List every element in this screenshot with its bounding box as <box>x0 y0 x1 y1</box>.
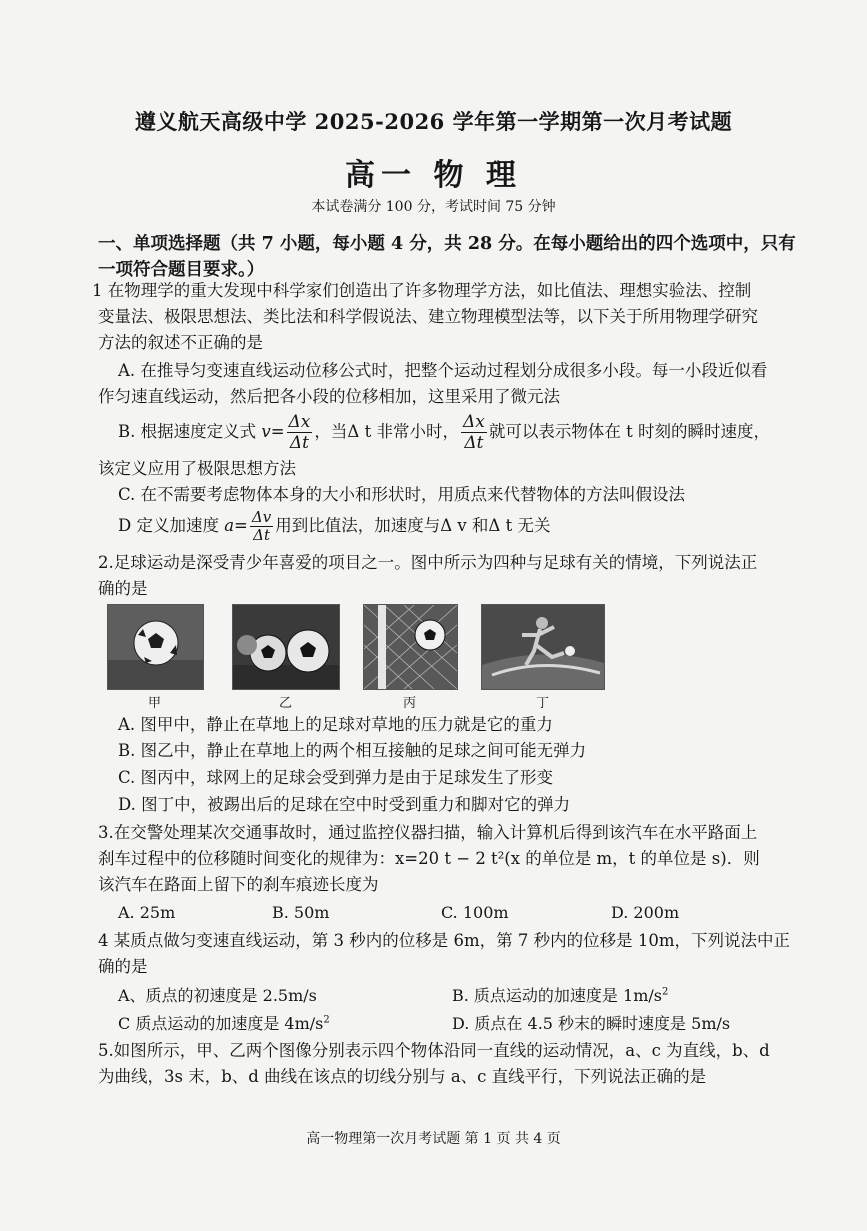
caption-jia: 甲 <box>147 696 161 711</box>
fraction-denominator: Δt <box>253 526 270 544</box>
photo-bing-ball-in-net <box>363 604 458 690</box>
section-heading-line1: 一、单项选择题（共 7 小题，每小题 4 分，共 28 分。在每小题给出的四个选项中，只有 <box>98 234 796 254</box>
q3-option-d: D. 200m <box>611 903 680 922</box>
q4-option-d: D. 质点在 4.5 秒末的瞬时速度是 5m/s <box>452 1014 731 1033</box>
q1-option-b-prefix: B. 根据速度定义式 <box>118 422 262 441</box>
two-soccer-balls-icon <box>233 605 339 689</box>
q1-option-d-fraction <box>250 510 273 543</box>
q5-stem-line2: 为曲线，3s 末，b、d 曲线在该点的切线分别与 a、c 直线平行，下列说法正确的是 <box>98 1067 707 1086</box>
exam-title: 遵义航天高级中学 2025-2026 学年第一学期第一次月考试题 <box>134 109 733 134</box>
q1-stem-line2: 变量法、极限思想法、类比法和科学假说法、建立物理模型法等，以下关于所用物理学研究 <box>98 307 758 326</box>
q4-option-a: A、质点的初速度是 2.5m/s <box>118 986 317 1005</box>
fraction-denominator: Δt <box>464 433 484 453</box>
q1-option-b-v: v= <box>261 422 285 441</box>
caption-yi: 乙 <box>278 696 292 711</box>
q4-option-b-text: B. 质点运动的加速度是 1m/s <box>452 986 662 1005</box>
q3-option-a: A. 25m <box>118 903 176 922</box>
q2-stem-line2: 确的是 <box>98 579 148 598</box>
q4-option-c <box>118 1011 330 1034</box>
q3-stem-line1: 3.在交警处理某次交通事故时，通过监控仪器扫描，输入计算机后得到该汽车在水平路面上 <box>98 823 758 842</box>
fraction-numerator: Δx <box>288 412 311 432</box>
photo-ding-kicking-player <box>481 604 605 690</box>
q1-option-d-a: a= <box>224 516 248 535</box>
exam-info: 本试卷满分 100 分，考试时间 75 分钟 <box>311 199 556 215</box>
q3-option-b: B. 50m <box>272 903 330 922</box>
q1-stem-line3-text: 方法的叙述不正确的是 <box>98 333 263 352</box>
q2-option-a: A. 图甲中，静止在草地上的足球对草地的压力就是它的重力 <box>118 715 553 734</box>
q2-stem-line1: 2.足球运动是深受青少年喜爱的项目之一。图中所示为四种与足球有关的情境，下列说法正 <box>98 553 758 572</box>
subject-heading: 高一 物 理 <box>345 158 522 193</box>
q3-stem-line2: 刹车过程中的位移随时间变化的规律为：x=20 t − 2 t²(x 的单位是 m，t 的单位是 s)．则 <box>98 849 760 868</box>
fraction-numerator: Δx <box>462 412 485 432</box>
caption-ding: 丁 <box>535 696 549 711</box>
q2-option-d: D. 图丁中，被踢出后的足球在空中时受到重力和脚对它的弹力 <box>118 795 571 814</box>
q2-option-b: B. 图乙中，静止在草地上的两个相互接触的足球之间可能无弹力 <box>118 741 587 760</box>
q1-option-b-fraction-2 <box>461 413 487 452</box>
q4-stem-line1: 4 某质点做匀变速直线运动，第 3 秒内的位移是 6m，第 7 秒内的位移是 10m，下列说法中正 <box>98 931 790 950</box>
q4-option-b-exponent: 2 <box>661 986 669 998</box>
section-heading-line2: 一项符合题目要求。） <box>98 260 265 280</box>
q2-option-c: C. 图丙中，球网上的足球会受到弹力是由于足球发生了形变 <box>118 768 554 787</box>
q4-option-c-text: C 质点运动的加速度是 4m/s <box>118 1014 324 1033</box>
q1-option-a-line2: 作匀速直线运动，然后把各小段的位移相加，这里采用了微元法 <box>98 387 560 406</box>
photo-yi-two-balls <box>232 604 340 690</box>
fraction-denominator: Δt <box>289 433 310 453</box>
q1-option-a-line1: A. 在推导匀变速直线运动位移公式时，把整个运动过程划分成很多小段。每一小段近似看 <box>118 361 768 380</box>
caption-bing: 丙 <box>402 696 416 711</box>
q4-stem-line2: 确的是 <box>98 957 148 976</box>
q3-stem-line3: 该汽车在路面上留下的刹车痕迹长度为 <box>98 875 379 894</box>
q1-stem-line3 <box>98 332 263 354</box>
q4-option-b <box>452 983 668 1006</box>
fraction-numerator: Δv <box>251 508 272 526</box>
q3-option-c: C. 100m <box>441 903 509 922</box>
soccer-ball-icon <box>108 605 203 689</box>
q1-option-d <box>118 508 550 544</box>
q1-option-d-suffix: 用到比值法，加速度与Δ v 和Δ t 无关 <box>275 516 551 535</box>
page-footer: 高一物理第一次月考试题 第 1 页 共 4 页 <box>306 1131 561 1147</box>
q1-option-b-fraction <box>287 413 313 452</box>
q1-option-d-prefix: D 定义加速度 <box>118 516 225 535</box>
ball-in-net-icon <box>364 605 457 689</box>
player-kicking-icon <box>482 605 604 689</box>
q5-stem-line1: 5.如图所示，甲、乙两个图像分别表示四个物体沿同一直线的运动情况，a、c 为直线，b、d <box>98 1041 770 1060</box>
q1-option-b-line2: 该定义应用了极限思想方法 <box>98 459 296 478</box>
photo-jia-ball-on-grass <box>107 604 204 690</box>
q1-option-c: C. 在不需要考虑物体本身的大小和形状时，用质点来代替物体的方法叫假设法 <box>118 485 686 504</box>
q4-option-c-exponent: 2 <box>323 1014 330 1026</box>
q1-option-b-middle: ，当Δ t 非常小时， <box>314 422 459 441</box>
q1-option-b-suffix: 就可以表示物体在 t 时刻的瞬时速度， <box>488 422 770 441</box>
q1-stem-line1: 1 在物理学的重大发现中科学家们创造出了许多物理学方法，如比值法、理想实验法、控制 <box>92 281 752 300</box>
q1-option-b-line1 <box>118 412 770 452</box>
